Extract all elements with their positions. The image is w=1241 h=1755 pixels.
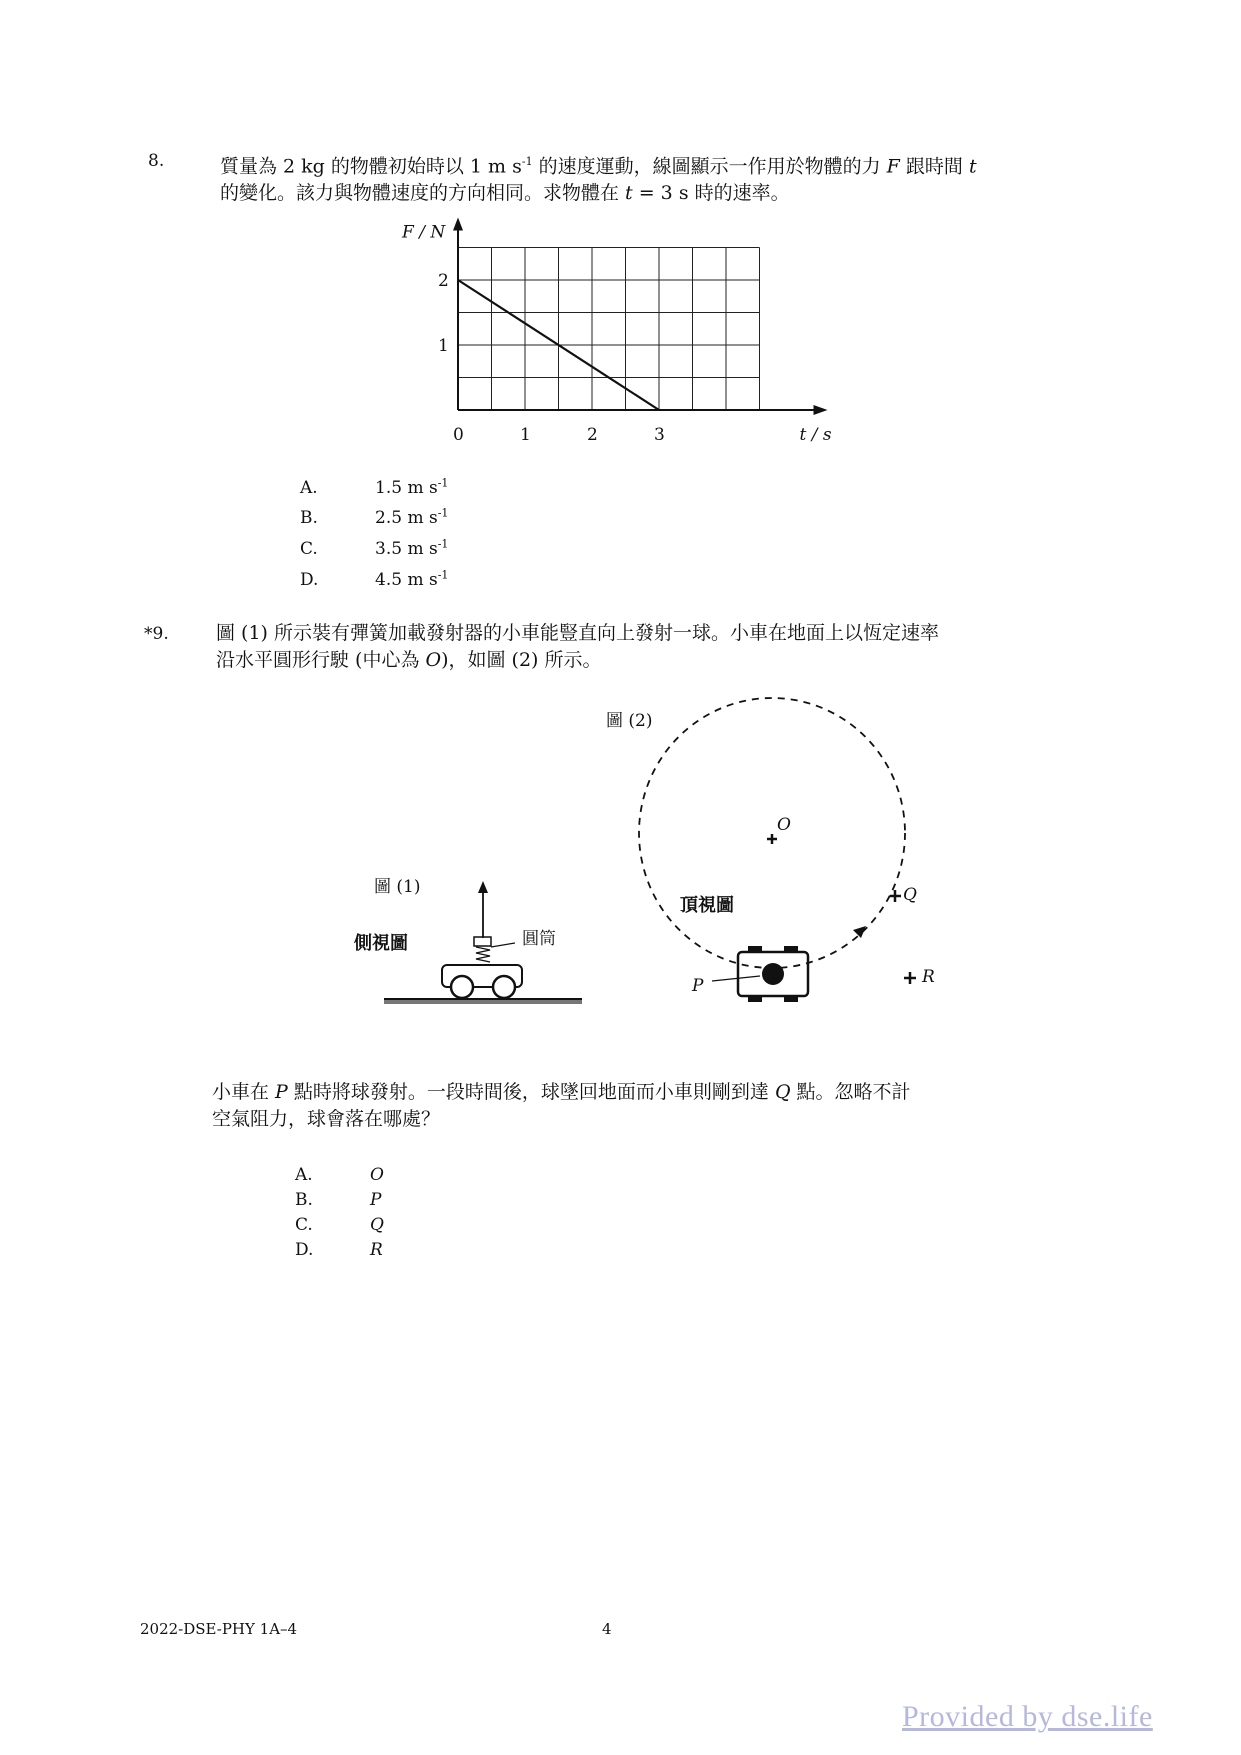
x-tick-label: 1 (520, 425, 531, 445)
question-8-number: 8. (148, 151, 165, 171)
point-r-marker (904, 972, 916, 984)
x-tick-label: 3 (654, 425, 665, 445)
x-axis-arrow (814, 405, 828, 415)
launch-arrow-head (478, 881, 488, 893)
cart-wheel-top-1 (748, 946, 762, 953)
cart-wheel-top-3 (748, 995, 762, 1002)
label-q: Q (903, 885, 917, 905)
option-b[interactable]: B. 2.5 m $s^{-1}$ (300, 506, 449, 529)
figure-1-title: 圖 (1) (374, 877, 421, 897)
point-q-marker (890, 890, 901, 902)
y-tick-label: 2 (438, 271, 449, 291)
question-9-line-2: 沿水平圓形行駛 (中心為 O)，如圖 (2) 所示。 (216, 649, 602, 671)
cart-wheel-top-4 (784, 995, 798, 1002)
cylinder-pointer (491, 943, 515, 947)
y-axis-label: F / N (402, 222, 446, 243)
question-8-options (300, 470, 448, 593)
y-axis-arrow (453, 218, 463, 231)
option-d[interactable]: D. R (295, 1240, 383, 1260)
watermark-link[interactable]: Provided by dse.life (902, 1700, 1153, 1733)
center-point-o-marker (767, 834, 777, 844)
label-o: O (777, 815, 791, 835)
option-c[interactable]: C. Q (295, 1215, 384, 1235)
question-9-line-4: 空氣阻力，球會落在哪處？ (212, 1108, 441, 1130)
force-time-graph (380, 220, 832, 460)
cart-wheel-left (451, 976, 473, 998)
paper-code: 2022-DSE-PHY 1A–4 (140, 1620, 298, 1638)
direction-arrow (853, 926, 866, 938)
cart-side-view-diagram (380, 875, 590, 1010)
question-9-continuation (212, 1079, 1112, 1133)
cart-wheel-top-2 (784, 946, 798, 953)
question-8-text (220, 148, 1120, 207)
cylinder-label: 圓筒 (522, 929, 556, 949)
x-tick-label: 0 (453, 425, 464, 445)
p-pointer (712, 976, 760, 981)
side-view-label: 側視圖 (354, 933, 408, 954)
x-tick-label: 2 (587, 425, 598, 445)
option-b[interactable]: B. P (295, 1190, 382, 1210)
question-9-line-1: 圖 (1) 所示裝有彈簧加載發射器的小車能豎直向上發射一球。小車在地面上以恆定速率 (216, 622, 939, 644)
option-d[interactable]: D. 4.5 m $s^{-1}$ (300, 567, 449, 590)
figure-2-title: 圖 (2) (606, 711, 653, 731)
option-a[interactable]: A. O (295, 1165, 384, 1185)
x-axis-label: t / s (799, 425, 832, 445)
question-8-line-2: 的變化。該力與物體速度的方向相同。求物體在 t = 3 s 時的速率。 (220, 182, 790, 205)
cart-wheel-right (493, 976, 515, 998)
option-c[interactable]: C. 3.5 m $s^{-1}$ (300, 537, 449, 559)
cylinder-top (474, 937, 491, 946)
top-view-label: 頂視圖 (680, 895, 734, 916)
question-8-line-1: 質量為 2 kg 的物體初始時以 1 m $s^{-1}$ 的速度運動，線圖顯示一作用於物體的力 F 跟時間 t (220, 155, 977, 178)
question-9-options (295, 1163, 384, 1263)
question-9-number: *9. (144, 624, 169, 644)
question-9-text (216, 620, 1116, 674)
page-number: 4 (602, 1620, 612, 1638)
spring-icon (476, 947, 490, 962)
question-9-line-3: 小車在 P 點時將球發射。一段時間後，球墜回地面而小車則剛到達 Q 點。忽略不計 (212, 1081, 911, 1103)
ball-launcher (762, 963, 784, 985)
y-tick-label: 1 (438, 336, 449, 356)
label-p: P (692, 976, 704, 996)
ground-hatch (384, 1000, 582, 1004)
circular-path-top-view (620, 690, 960, 1020)
label-r: R (922, 967, 935, 987)
option-a[interactable]: A. 1.5 m $s^{-1}$ (300, 476, 449, 498)
